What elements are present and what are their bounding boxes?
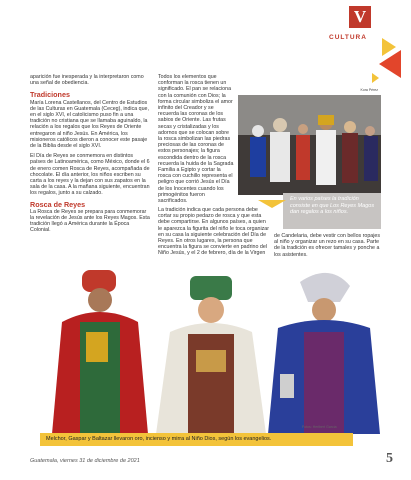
bottom-photo-caption: Melchor, Gaspar y Baltazar llevaron oro, incienso y mirra al Niño Dios, según los evangelios. (40, 433, 353, 446)
subheading-rosca: Rosca de Reyes (30, 199, 86, 209)
decorative-triangle-small (372, 73, 379, 83)
photo-credit: Kora Pérez (360, 88, 378, 92)
top-photo-caption: En varios países la tradición consiste en que Los Reyes Magos dan regalos a los niños. (290, 196, 375, 215)
column-2 (158, 74, 234, 204)
subheading-tradiciones: Tradiciones (30, 90, 70, 100)
footer-date: Guatemala, viernes 31 de diciembre de 2021 (30, 458, 140, 464)
column-3 (274, 233, 382, 258)
section-title: CULTURA (329, 34, 367, 41)
three-kings-illustration (40, 262, 385, 434)
paragraph: María Lorena Castellanos, del Centro de Estudios de las Culturas en Guatemala (Ceceg), indica que, en el siglo XVI, el catolicismo puso fin a una tradición no cristiana que se llamaba aguinaldo, la relación a los regalos que los Reyes de Oriente entregaron al niño Jesús. En América, los misioneros católicos dieron a conocer este pasaje de la Biblia desde el siglo XVI. (30, 99, 149, 150)
procession-illustration (238, 95, 381, 195)
column-1 (30, 74, 150, 234)
paragraph: La Rosca de Reyes se prepara para conmemorar la revelación de Jesús ante los Reyes Magos. Esta tradición llegó a América durante la Época Colonial. (30, 208, 150, 234)
photo-credit: Fotos: Heribert García (302, 425, 337, 429)
decorative-triangle-caption (258, 200, 286, 208)
paragraph: aparición fue inesperada y la interpretaron como una señal de obediencia. (30, 74, 144, 87)
page-number: 5 (386, 451, 393, 466)
paragraph: Todos los elementos que conforman la rosca tienen un significado. El pan se relaciona con la comunión con Dios; la forma circular simboliza el amor infinito del Creador y se recuerda las coronas de los sabios de Oriente. Las frutas secas y cristalizadas y los adornos que se colocan sobre la rosca simbolizan las piedras preciosas de las coronas de estos personajes; la figura escondida dentro de la rosca recuerda la huida de la Sagrada Familia a Egipto y cortar la rosca con cuchillo representa el peligro que corrió Jesús el Día de los Inocentes cuando los primogénitos fueron sacrificados. (158, 74, 234, 205)
paragraph: de Candelaria, debe vestir con bellos ropajes al niño y organizar un rezo en su casa. Parte de la tradición es ofrecer tamales y ponche a los asistentes. (274, 233, 381, 258)
paragraph: El Día de Reyes se conmemora en distintos países de Latinoamérica, como México, donde el 6 de enero comen Rosca de Reyes, acompañada de chocolate. El día anterior, los niños escriben su carta a los reyes y la dejan con sus zapatos en la sala de la casa. A la mañana siguiente, encuentran los regalos, junto a su calzado. (30, 153, 150, 197)
decorative-triangle-red (379, 50, 401, 78)
column-2-continued (158, 207, 270, 257)
magazine-logo: V (349, 6, 371, 28)
top-photo (238, 88, 381, 195)
three-kings-photo (40, 262, 385, 434)
paragraph: La tradición indica que cada persona debe cortar su propio pedazo de rosca y que esta debe compartirse. En algunos países, a quien le aparezca la figurita del niño le toca organizar en su casa la siguiente celebración del Día de Reyes. En otros lugares, la persona que encuentra la figura se convierte en padrino del Niño Jesús, y el 2 de febrero, día de la Virgen (158, 207, 270, 257)
